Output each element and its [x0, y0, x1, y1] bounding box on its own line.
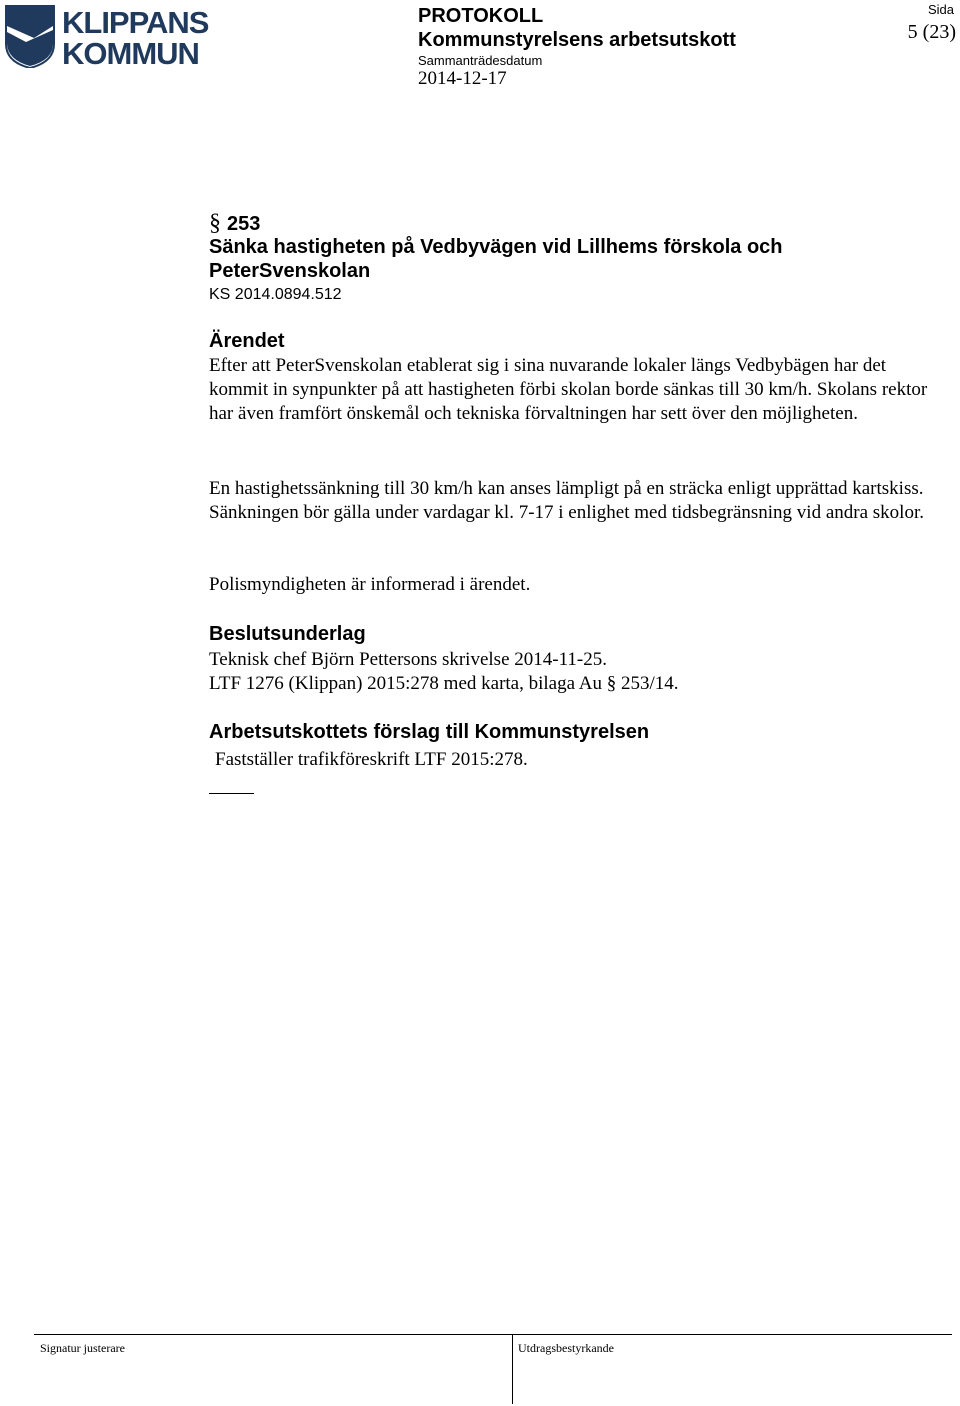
footer-divider — [512, 1334, 513, 1404]
case-reference: KS 2014.0894.512 — [209, 286, 342, 303]
case-number — [209, 211, 260, 236]
beslutsunderlag-item-2 — [209, 672, 939, 696]
case-title: Sänka hastigheten på Vedbyvägen vid Lillhems förskola och PeterSvenskolan — [209, 236, 783, 282]
section-sign: § — [606, 673, 617, 694]
meeting-date: 2014-12-17 — [418, 68, 507, 89]
end-rule — [209, 793, 254, 794]
certification-label: Utdragsbestyrkande — [518, 1341, 614, 1355]
logo-graphic — [4, 4, 216, 68]
beslutsunderlag-heading: Beslutsunderlag — [209, 623, 366, 645]
meeting-date-label: Sammanträdesdatum — [418, 53, 543, 68]
forslag-heading: Arbetsutskottets förslag till Kommunstyrelsen — [209, 721, 650, 743]
page-label: Sida — [927, 2, 954, 17]
forslag-text: Fastställer trafikföreskrift LTF 2015:278. — [215, 749, 528, 770]
signature-label: Signatur justerare — [40, 1341, 125, 1355]
arendet-paragraph-2: En hastighetssänkning till 30 km/h kan anses lämpligt på en sträcka enligt upprättad kartskiss. Sänkningen bör gälla under vardagar kl. 7-17 i enlighet med tidsbegränsning vid andra skolor. — [209, 478, 924, 523]
section-sign: § — [209, 210, 221, 236]
beslutsunderlag-item-1: Teknisk chef Björn Pettersons skrivelse 2014-11-25. — [209, 649, 607, 670]
beslutsunderlag-item-2-number: 253/14. — [620, 673, 679, 694]
committee-name: Kommunstyrelsens arbetsutskott — [418, 29, 736, 51]
document-type: PROTOKOLL — [418, 5, 544, 27]
arendet-heading: Ärendet — [209, 330, 285, 352]
arendet-paragraph-3: Polismyndigheten är informerad i ärendet. — [209, 574, 531, 595]
svg-text:KLIPPANS: KLIPPANS — [62, 5, 209, 40]
footer-rule — [34, 1334, 952, 1335]
klippans-kommun-logo — [4, 4, 216, 68]
beslutsunderlag-item-2-text: LTF 1276 (Klippan) 2015:278 med karta, bilaga Au — [209, 673, 602, 694]
case-number-value: 253 — [227, 213, 261, 235]
svg-text:KOMMUN: KOMMUN — [62, 36, 199, 68]
arendet-paragraph-1: Efter att PeterSvenskolan etablerat sig i sina nuvarande lokaler längs Vedbybägen har det kommit in synpunkter på att hastigheten förbi skolan borde sänkas till 30 km/h. Skolans rektor har även framfört önskemål och tekniska förvaltningen har sett över den möjligheten. — [209, 355, 928, 424]
page-number: 5 (23) — [907, 21, 956, 43]
